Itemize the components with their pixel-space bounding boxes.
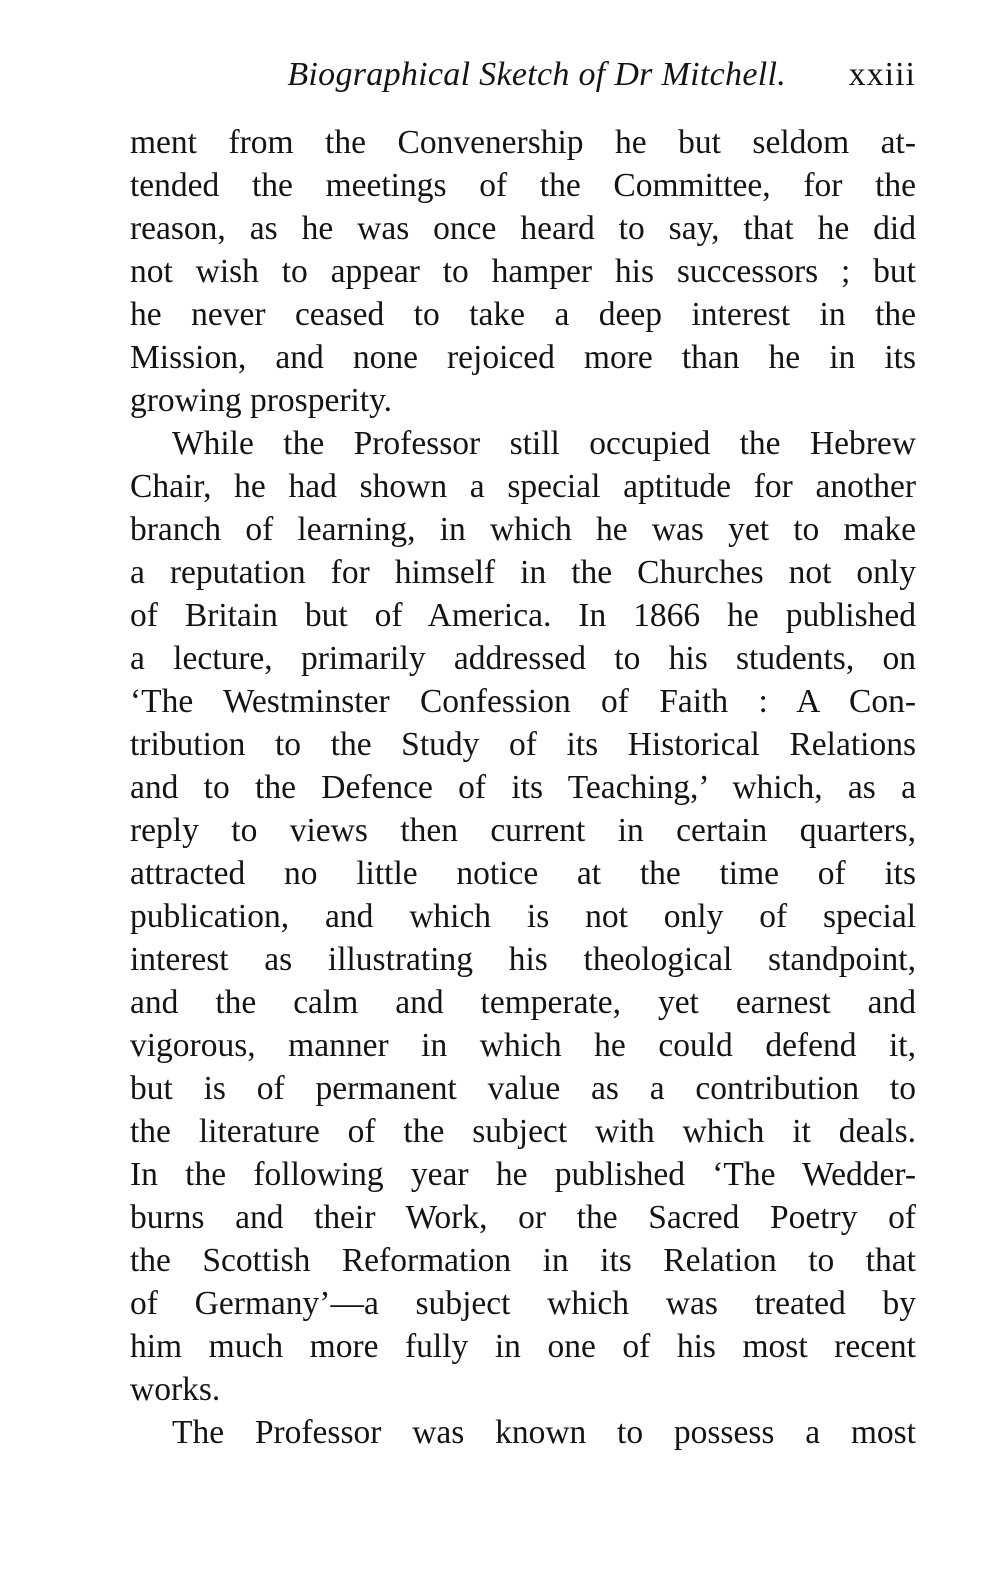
- text-line: In the following year he published ‘The Wedder-: [130, 1156, 916, 1193]
- text-line: not wish to appear to hamper his successors ; but: [130, 253, 916, 290]
- text-line: and the calm and temperate, yet earnest and: [130, 984, 916, 1021]
- paragraph-3: [130, 1411, 916, 1454]
- text-line: tribution to the Study of its Historical Relations: [130, 726, 916, 763]
- text-line: publication, and which is not only of special: [130, 898, 916, 935]
- text-line: While the Professor still occupied the Hebrew: [172, 425, 916, 462]
- text-line: ‘The Westminster Confession of Faith : A Con-: [130, 683, 916, 720]
- text-line: The Professor was known to possess a most: [172, 1414, 916, 1451]
- paragraph-1: [130, 121, 916, 422]
- text-line: and to the Defence of its Teaching,’ which, as a: [130, 769, 916, 806]
- text-line: reason, as he was once heard to say, that he did: [130, 210, 916, 247]
- running-title: Biographical Sketch of Dr Mitchell.: [287, 56, 786, 93]
- text-line: attracted no little notice at the time of its: [130, 855, 916, 892]
- text-line: works.: [130, 1371, 221, 1408]
- text-line: vigorous, manner in which he could defend it,: [130, 1027, 916, 1064]
- text-line: a reputation for himself in the Churches not only: [130, 554, 916, 591]
- text-line: burns and their Work, or the Sacred Poetry of: [130, 1199, 916, 1236]
- text-line: the literature of the subject with which it deals.: [130, 1113, 916, 1150]
- text-line: reply to views then current in certain quarters,: [130, 812, 916, 849]
- text-line: Chair, he had shown a special aptitude for another: [130, 468, 916, 505]
- text-line: tended the meetings of the Committee, for the: [130, 167, 916, 204]
- page-number: xxiii: [848, 56, 916, 93]
- text-line: ment from the Convenership he but seldom at-: [130, 124, 916, 161]
- text-line: of Britain but of America. In 1866 he published: [130, 597, 916, 634]
- text-line: him much more fully in one of his most recent: [130, 1328, 916, 1365]
- text-line: growing prosperity.: [130, 382, 393, 419]
- text-line: the Scottish Reformation in its Relation to that: [130, 1242, 916, 1279]
- running-head: [130, 52, 916, 98]
- text-line: of Germany’—a subject which was treated by: [130, 1285, 916, 1322]
- text-line: Mission, and none rejoiced more than he in its: [130, 339, 916, 376]
- text-line: branch of learning, in which he was yet to make: [130, 511, 916, 548]
- text-line: interest as illustrating his theological standpoint,: [130, 941, 916, 978]
- text-block: [130, 121, 916, 1454]
- paragraph-2: [130, 422, 916, 1411]
- text-line: he never ceased to take a deep interest in the: [130, 296, 916, 333]
- text-line: a lecture, primarily addressed to his students, on: [130, 640, 916, 677]
- text-line: but is of permanent value as a contribution to: [130, 1070, 916, 1107]
